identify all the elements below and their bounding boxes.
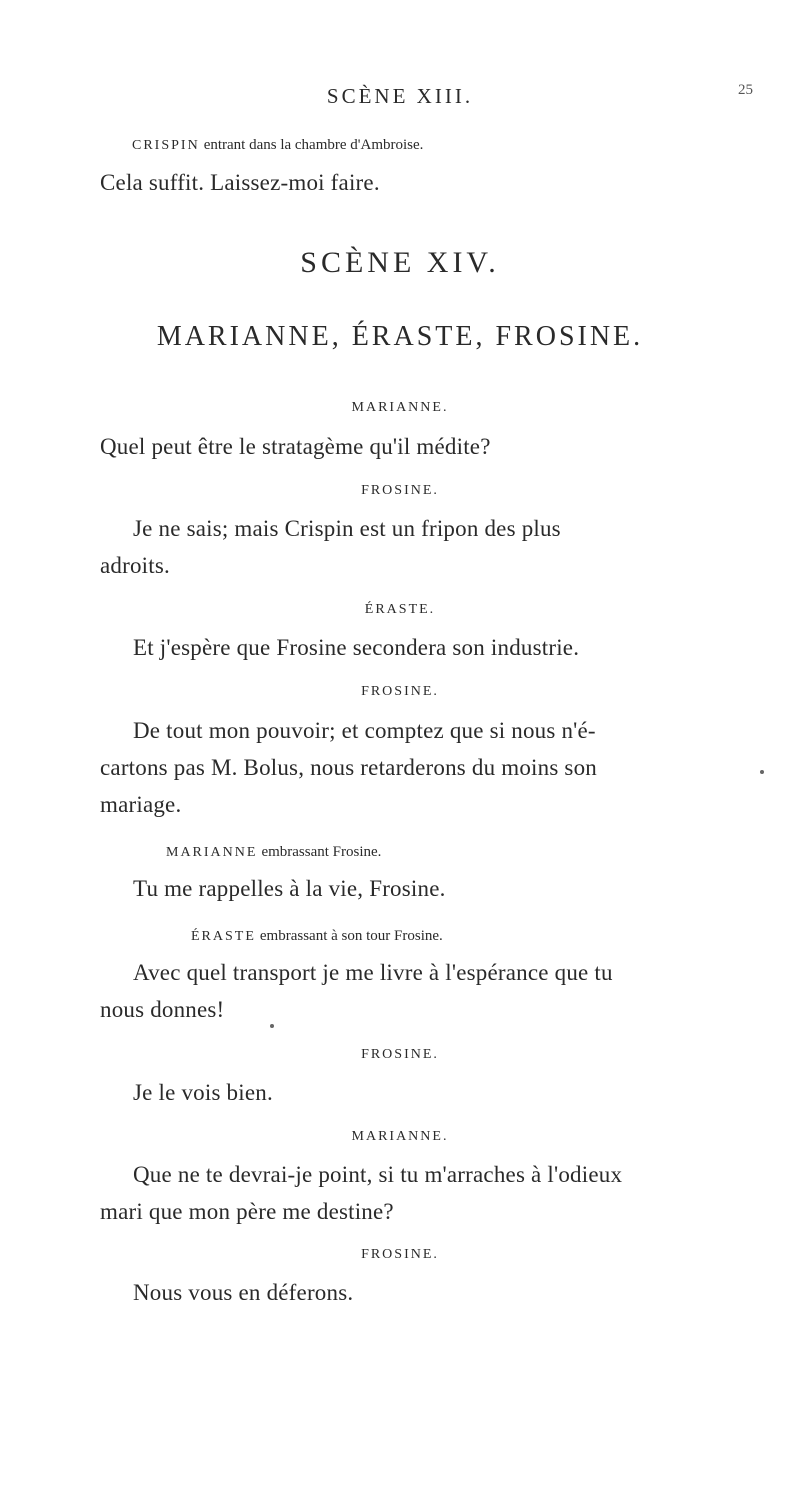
- speaker-name: FROSINE.: [361, 684, 439, 699]
- speaker-name: FROSINE.: [361, 1047, 439, 1062]
- stage-direction: entrant dans la chambre d'Ambroise.: [203, 137, 424, 153]
- running-head: SCÈNE XIII.: [326, 84, 474, 108]
- ink-speck: [270, 1024, 274, 1028]
- speech-line: mariage.: [100, 792, 182, 817]
- speech-line: Tu me rappelles à la vie, Frosine.: [133, 876, 446, 901]
- stage-direction: embrassant à son tour Frosine.: [259, 928, 443, 944]
- speech-line: Cela suffit. Laissez-moi faire.: [100, 170, 380, 195]
- speech-line: De tout mon pouvoir; et comptez que si nous n'é-: [133, 718, 596, 743]
- speech-line: Avec quel transport je me livre à l'espérance que tu: [133, 960, 613, 985]
- stage-direction: embrassant Frosine.: [261, 844, 382, 860]
- speech-line: adroits.: [100, 553, 170, 578]
- speech-line: Je ne sais; mais Crispin est un fripon des plus: [133, 516, 561, 541]
- speech-line: nous donnes!: [100, 997, 225, 1022]
- speech-line: mari que mon père me destine?: [100, 1199, 394, 1224]
- stage-line-eraste: [191, 927, 443, 945]
- speaker-name: MARIANNE.: [351, 1129, 449, 1144]
- speech-line: cartons pas M. Bolus, nous retarderons du moins son: [100, 755, 597, 780]
- scene-title: SCÈNE XIV.: [300, 246, 500, 279]
- speaker-name: CRISPIN: [132, 138, 200, 153]
- speech-line: Nous vous en déferons.: [133, 1280, 354, 1305]
- speech-line: Quel peut être le stratagème qu'il médite?: [100, 434, 491, 459]
- speaker-name: ÉRASTE: [191, 929, 256, 944]
- ink-speck: [760, 770, 764, 774]
- stage-line-marianne: [166, 843, 381, 861]
- page-number: 25: [738, 82, 753, 98]
- speaker-name: MARIANNE: [166, 845, 258, 860]
- speech-line: Que ne te devrai-je point, si tu m'arraches à l'odieux: [133, 1162, 623, 1187]
- speaker-name: MARIANNE.: [351, 400, 449, 415]
- speaker-name: FROSINE.: [361, 1247, 439, 1262]
- stage-line-crispin: [132, 136, 423, 154]
- speech-line: Et j'espère que Frosine secondera son industrie.: [133, 635, 580, 660]
- speaker-name: ÉRASTE.: [364, 602, 436, 617]
- scene-characters: MARIANNE, ÉRASTE, FROSINE.: [156, 321, 644, 352]
- speech-line: Je le vois bien.: [133, 1080, 273, 1105]
- speaker-name: FROSINE.: [361, 483, 439, 498]
